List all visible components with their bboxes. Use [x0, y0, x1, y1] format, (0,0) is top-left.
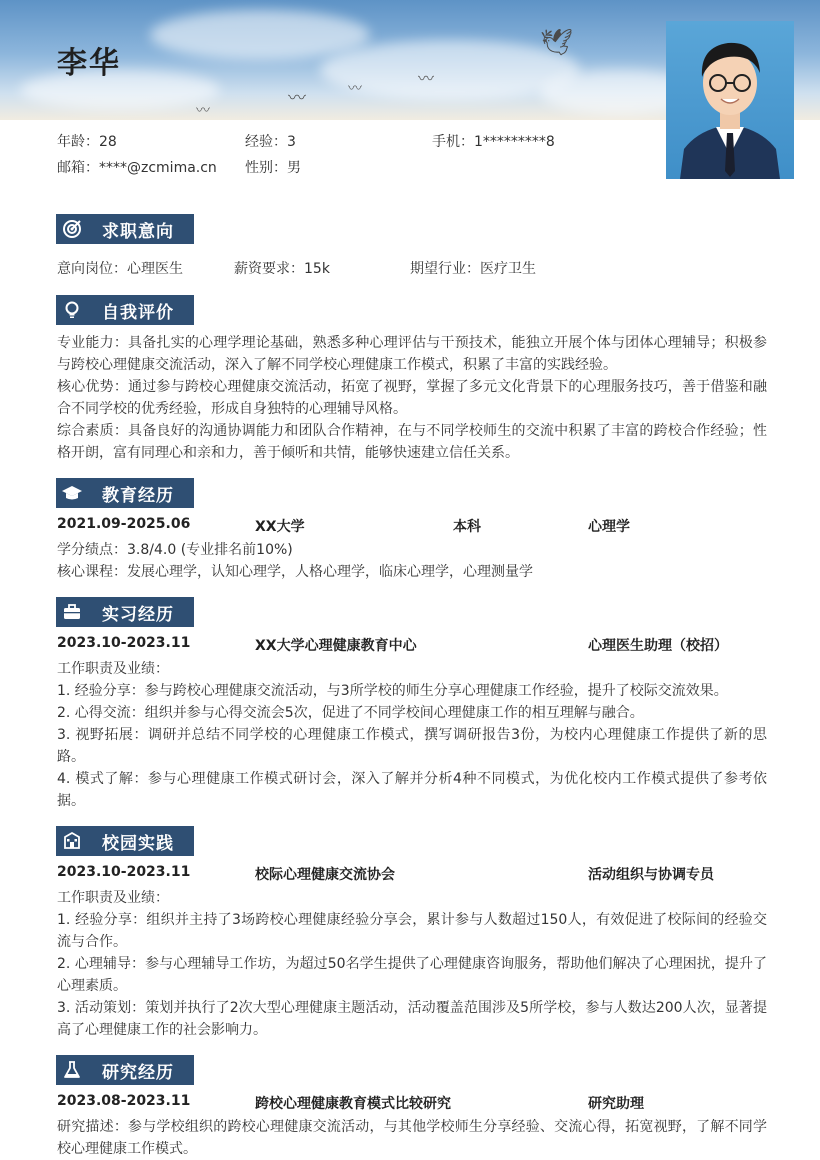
campus-lead: 工作职责及业绩：: [57, 890, 169, 906]
intent-industry: 期望行业：医疗卫生: [410, 261, 536, 277]
self-eval-paragraph: 核心优势：通过参与跨校心理健康交流活动，拓宽了视野，掌握了多元文化背景下的心理服务技巧，善于借鉴和融合不同学校的优秀经验，形成自身独特的心理辅导风格。: [57, 379, 767, 417]
campus-item: 1. 经验分享：组织并主持了3场跨校心理健康经验分享会，累计参与人数超过150人，有效促进了校际间的经验交流与合作。: [57, 912, 767, 950]
internship-item: 1. 经验分享：参与跨校心理健康交流活动，与3所学校的师生分享心理健康工作经验，提升了校际交流效果。: [57, 683, 728, 699]
research-date: 2023.08-2023.11: [57, 1093, 191, 1109]
research-role: 研究助理: [588, 1096, 644, 1112]
flask-icon: [60, 1058, 84, 1082]
section-title: 自我评价: [102, 302, 174, 323]
internship-row: [57, 635, 767, 657]
experience-field: 经验：3: [245, 134, 296, 150]
intent-position: 意向岗位：心理医生: [57, 261, 183, 277]
education-courses: 核心课程：发展心理学，认知心理学，人格心理学，临床心理学，心理测量学: [57, 564, 533, 580]
bird-icon: 🕊: [540, 28, 574, 58]
section-title: 教育经历: [102, 485, 174, 506]
phone-field: 手机：1*********8: [432, 134, 555, 150]
internship-lead: 工作职责及业绩：: [57, 661, 169, 677]
profile-photo: [666, 21, 794, 179]
education-major: 心理学: [588, 519, 630, 535]
section-header-research: [56, 1055, 194, 1085]
graduation-cap-icon: [60, 481, 84, 505]
internship-item: 4. 模式了解：参与心理健康工作模式研讨会，深入了解并分析4种不同模式，为优化校内工作模式提供了参考依据。: [57, 771, 767, 809]
section-header-intent: [56, 214, 194, 244]
avatar-illustration: [666, 21, 794, 179]
bird-icon: 〰: [196, 103, 210, 119]
education-row: [57, 516, 767, 538]
section-header-internship: [56, 597, 194, 627]
education-details: [57, 539, 767, 583]
research-project: 跨校心理健康教育模式比较研究: [255, 1096, 451, 1112]
section-header-education: [56, 478, 194, 508]
section-title: 研究经历: [102, 1062, 174, 1083]
internship-role: 心理医生助理（校招）: [588, 638, 728, 654]
education-gpa: 学分绩点：3.8/4.0 (专业排名前10%): [57, 542, 293, 558]
campus-role: 活动组织与协调专员: [588, 867, 714, 883]
intent-salary: 薪资要求：15k: [234, 261, 330, 277]
self-eval-paragraph: 综合素质：具备良好的沟通协调能力和团队合作精神，在与不同学校师生的交流中积累了丰富的跨校合作经验；性格开朗，富有同理心和亲和力，善于倾听和共情，能够快速建立信任关系。: [57, 423, 767, 461]
section-header-campus: [56, 826, 194, 856]
bird-icon: 〰: [288, 88, 306, 109]
target-icon: [60, 217, 84, 241]
section-header-self-eval: [56, 295, 194, 325]
research-details: [57, 1116, 767, 1160]
internship-details: [57, 658, 767, 812]
gender-field: 性别：男: [245, 160, 301, 176]
campus-date: 2023.10-2023.11: [57, 864, 191, 880]
internship-item: 2. 心得交流：组织并参与心得交流会5次，促进了不同学校间心理健康工作的相互理解与融合。: [57, 705, 644, 721]
education-school: XX大学: [255, 519, 305, 535]
candidate-name: 李华: [57, 46, 121, 81]
campus-org: 校际心理健康交流协会: [255, 867, 395, 883]
briefcase-icon: [60, 600, 84, 624]
bird-icon: 〰: [418, 69, 435, 88]
internship-org: XX大学心理健康教育中心: [255, 638, 417, 654]
lightbulb-icon: [60, 298, 84, 322]
school-building-icon: [60, 829, 84, 853]
bird-icon: 〰: [348, 81, 362, 97]
section-title: 求职意向: [102, 221, 174, 242]
email-field: 邮箱：****@zcmima.cn: [57, 160, 217, 176]
section-title: 实习经历: [102, 604, 174, 625]
research-desc: 研究描述：参与学校组织的跨校心理健康交流活动，与其他学校师生分享经验、交流心得，拓宽视野，了解不同学校心理健康工作模式。: [57, 1119, 767, 1157]
campus-item: 3. 活动策划：策划并执行了2次大型心理健康主题活动，活动覆盖范围涉及5所学校，参与人数达200人次，显著提高了心理健康工作的社会影响力。: [57, 1000, 767, 1038]
campus-details: [57, 887, 767, 1041]
campus-row: [57, 864, 767, 886]
age-field: 年龄：28: [57, 134, 117, 150]
self-eval-paragraph: 专业能力：具备扎实的心理学理论基础，熟悉多种心理评估与干预技术，能独立开展个体与团体心理辅导；积极参与跨校心理健康交流活动，深入了解不同学校心理健康工作模式，积累了丰富的实践经验。: [57, 335, 767, 373]
education-degree: 本科: [453, 519, 481, 535]
campus-item: 2. 心理辅导：参与心理辅导工作坊，为超过50名学生提供了心理健康咨询服务，帮助他们解决了心理困扰，提升了心理素质。: [57, 956, 767, 994]
internship-date: 2023.10-2023.11: [57, 635, 191, 651]
education-date: 2021.09-2025.06: [57, 516, 191, 532]
section-title: 校园实践: [102, 833, 174, 854]
research-row: [57, 1093, 767, 1115]
internship-item: 3. 视野拓展：调研并总结不同学校的心理健康工作模式，撰写调研报告3份，为校内心理健康工作提供了新的思路。: [57, 727, 767, 765]
self-eval-block: [57, 332, 767, 464]
